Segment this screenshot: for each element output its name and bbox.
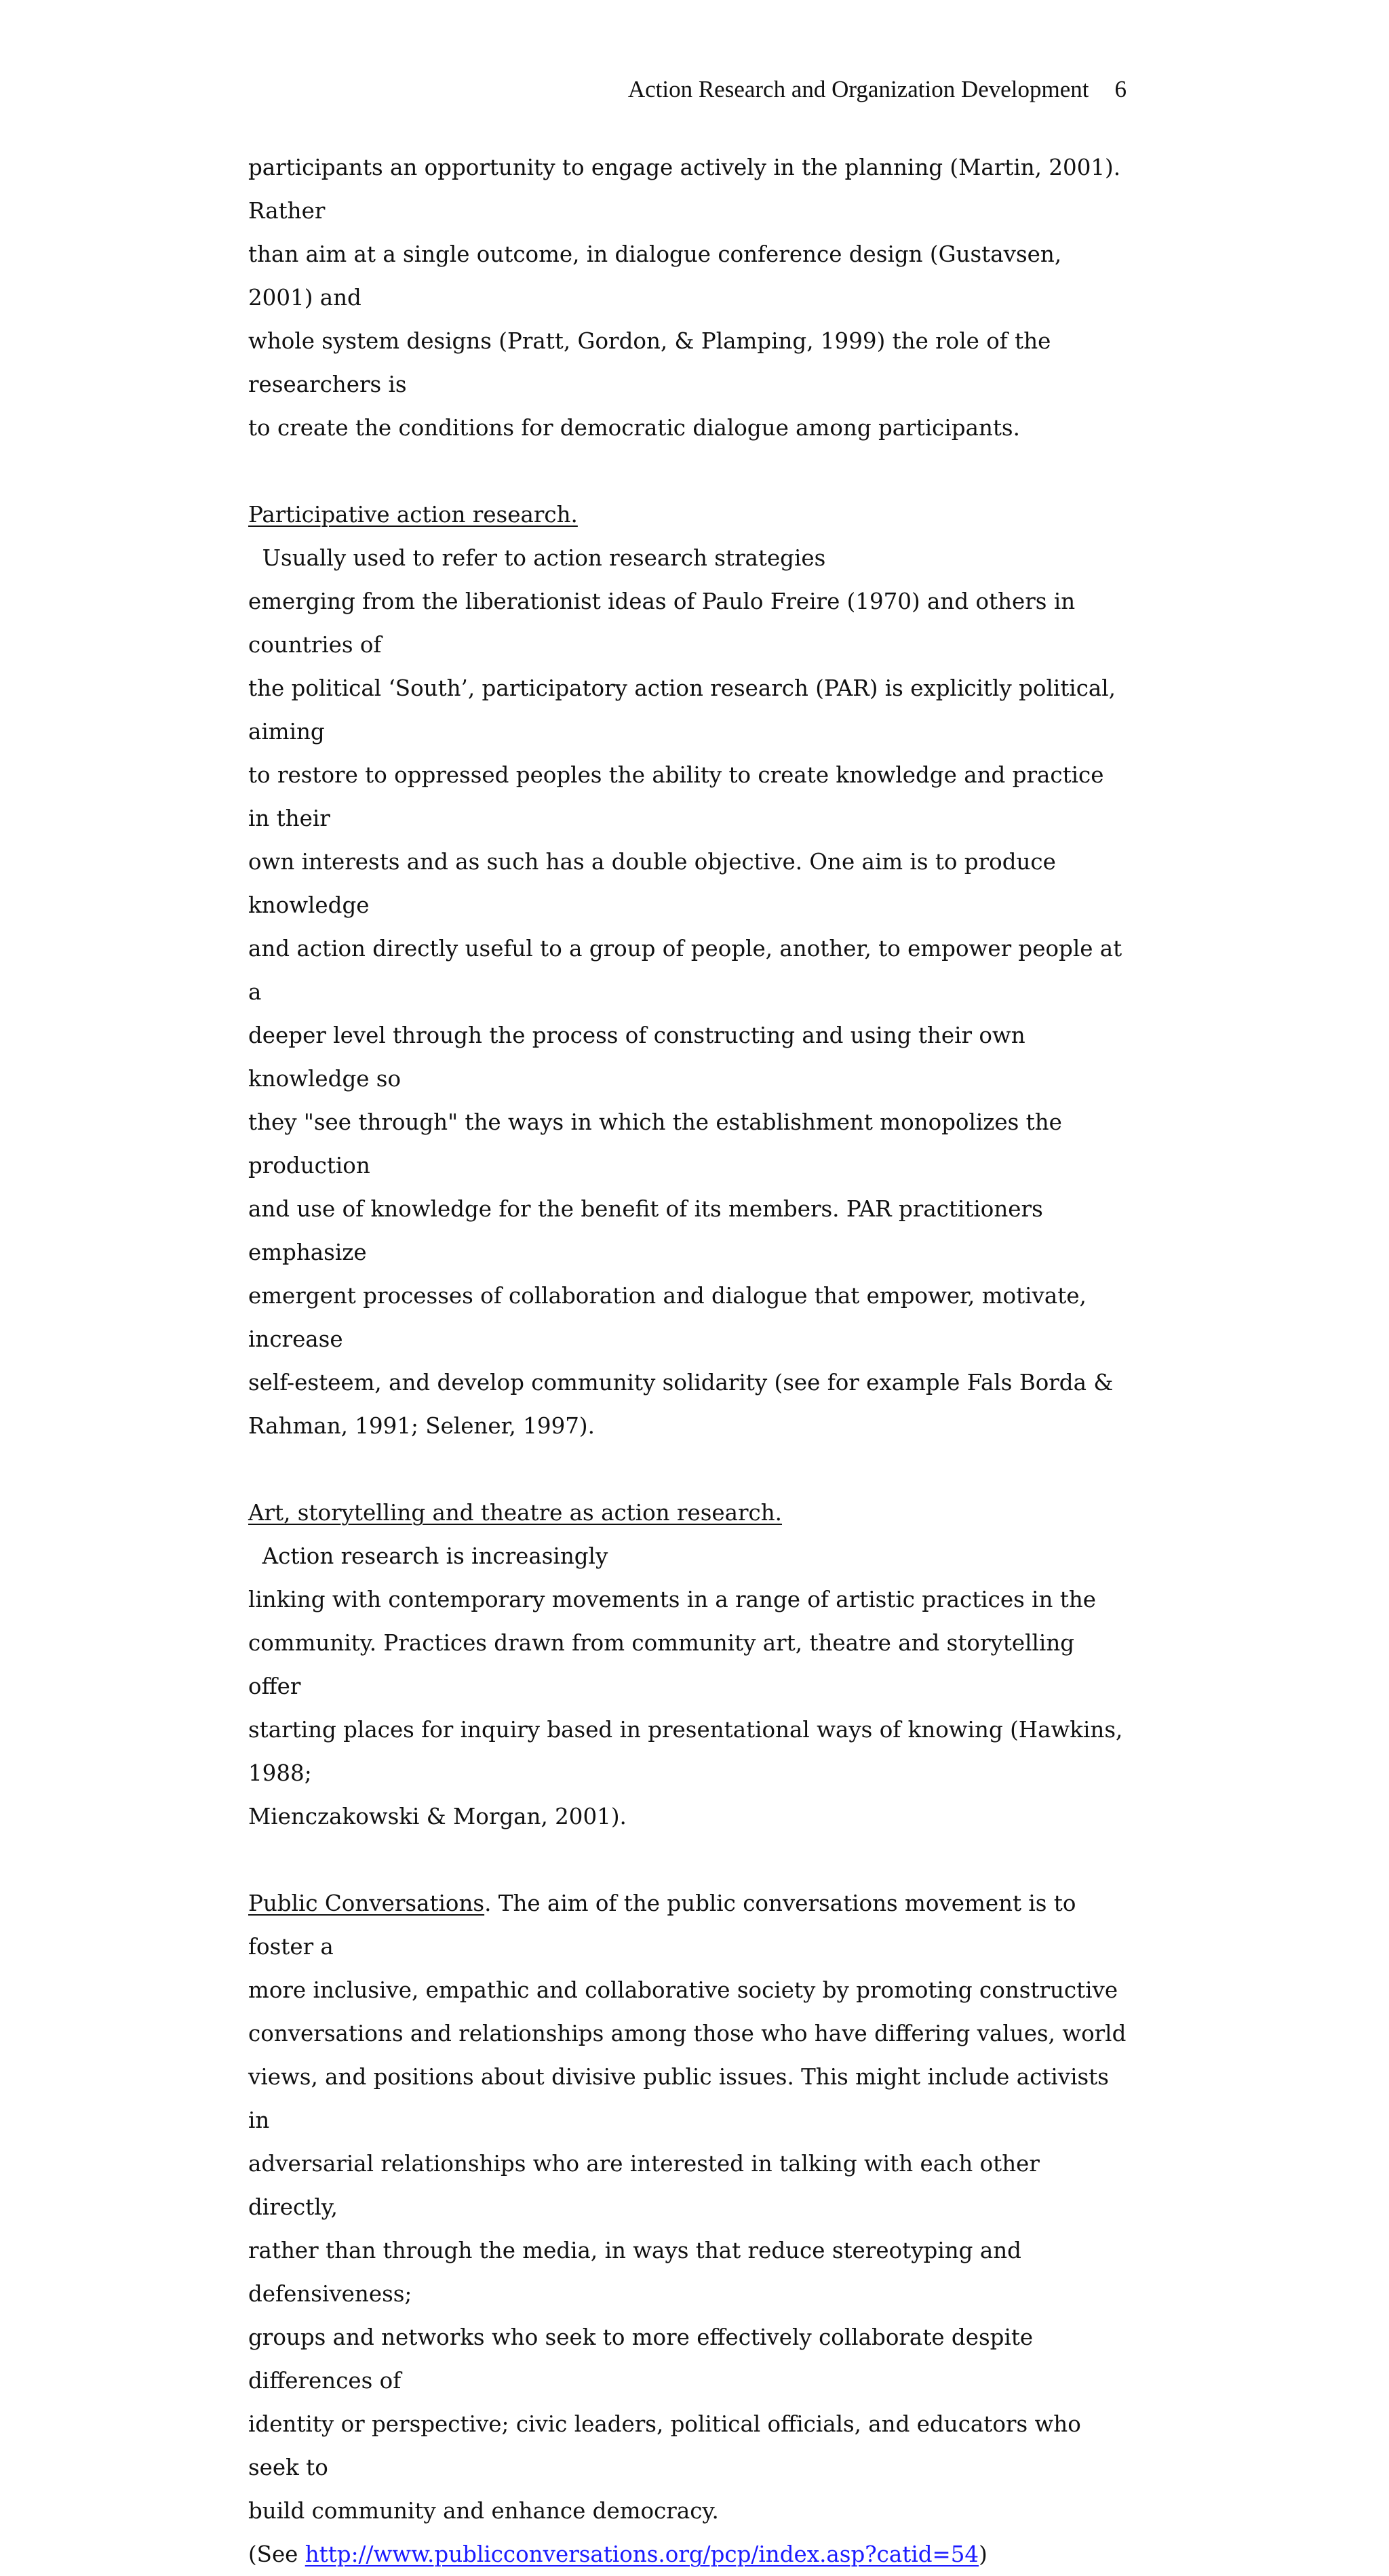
public-conversations-link[interactable]: http://www.publicconversations.org/pcp/index.asp?catid=54: [305, 2541, 979, 2567]
text-line: groups and networks who seek to more effectively collaborate despite differences of: [248, 2324, 1034, 2394]
text-line: conversations and relationships among those who have differing values, world: [248, 2021, 1127, 2046]
text-line: views, and positions about divisive public issues. This might include activists in: [248, 2064, 1109, 2133]
text-line: Action research is increasingly: [248, 1543, 608, 1569]
paragraph-participative-action-research: [248, 493, 1127, 1448]
text-line: emergent processes of collaboration and dialogue that empower, motivate, increase: [248, 1283, 1087, 1352]
section-heading: Public Conversations: [248, 1890, 485, 1916]
page-number: 6: [1114, 76, 1127, 102]
text-line: build community and enhance democracy.: [248, 2498, 719, 2524]
text-line: adversarial relationships who are interested in talking with each other directly,: [248, 2151, 1040, 2220]
body-text: [248, 146, 1127, 2576]
paragraph-public-conversations: [248, 1882, 1127, 2576]
text-line: rather than through the media, in ways that reduce stereotyping and defensiveness;: [248, 2238, 1021, 2307]
text-line: the political ‘South’, participatory action research (PAR) is explicitly political, aiming: [248, 675, 1116, 745]
text-line: Usually used to refer to action research strategies: [248, 545, 826, 571]
text-line: and action directly useful to a group of people, another, to empower people at a: [248, 936, 1122, 1005]
text-line: and use of knowledge for the benefit of its members. PAR practitioners emphasize: [248, 1196, 1043, 1265]
text-line: to create the conditions for democratic dialogue among participants.: [248, 415, 1020, 441]
section-heading: Participative action research.: [248, 502, 578, 528]
text-line: than aim at a single outcome, in dialogue conference design (Gustavsen, 2001) and: [248, 241, 1062, 311]
text-line: starting places for inquiry based in presentational ways of knowing (Hawkins, 1988;: [248, 1717, 1123, 1786]
running-header: [628, 76, 1127, 103]
text-line: own interests and as such has a double objective. One aim is to produce knowledge: [248, 849, 1056, 918]
text-line: they "see through" the ways in which the establishment monopolizes the production: [248, 1109, 1062, 1178]
text-line: identity or perspective; civic leaders, political officials, and educators who seek to: [248, 2411, 1081, 2480]
text-line: linking with contemporary movements in a range of artistic practices in the: [248, 1587, 1096, 1612]
paragraph-art-storytelling-theatre: [248, 1491, 1127, 1838]
text-line: Rahman, 1991; Selener, 1997).: [248, 1413, 595, 1439]
text-line: community. Practices drawn from community art, theatre and storytelling offer: [248, 1630, 1075, 1699]
section-heading: Art, storytelling and theatre as action research.: [248, 1500, 782, 1526]
text-line: emerging from the liberationist ideas of Paulo Freire (1970) and others in countries of: [248, 589, 1076, 658]
text-line: Mienczakowski & Morgan, 2001).: [248, 1804, 627, 1829]
text-line: self-esteem, and develop community solidarity (see for example Fals Borda &: [248, 1370, 1114, 1395]
link-suffix: ): [979, 2541, 987, 2567]
text-line: more inclusive, empathic and collaborative society by promoting constructive: [248, 1977, 1118, 2003]
text-line: to restore to oppressed peoples the ability to create knowledge and practice in their: [248, 762, 1104, 831]
running-title: Action Research and Organization Development: [627, 76, 1089, 102]
text-line: . The aim of the public conversations movement is to foster a: [248, 1890, 1076, 1960]
text-line: participants an opportunity to engage actively in the planning (Martin, 2001). Rather: [248, 155, 1121, 224]
link-prefix: (See: [248, 2541, 305, 2567]
text-line: deeper level through the process of constructing and using their own knowledge so: [248, 1023, 1025, 1092]
paragraph-continuation: [248, 146, 1127, 450]
text-line: whole system designs (Pratt, Gordon, & Plamping, 1999) the role of the researchers is: [248, 328, 1051, 397]
